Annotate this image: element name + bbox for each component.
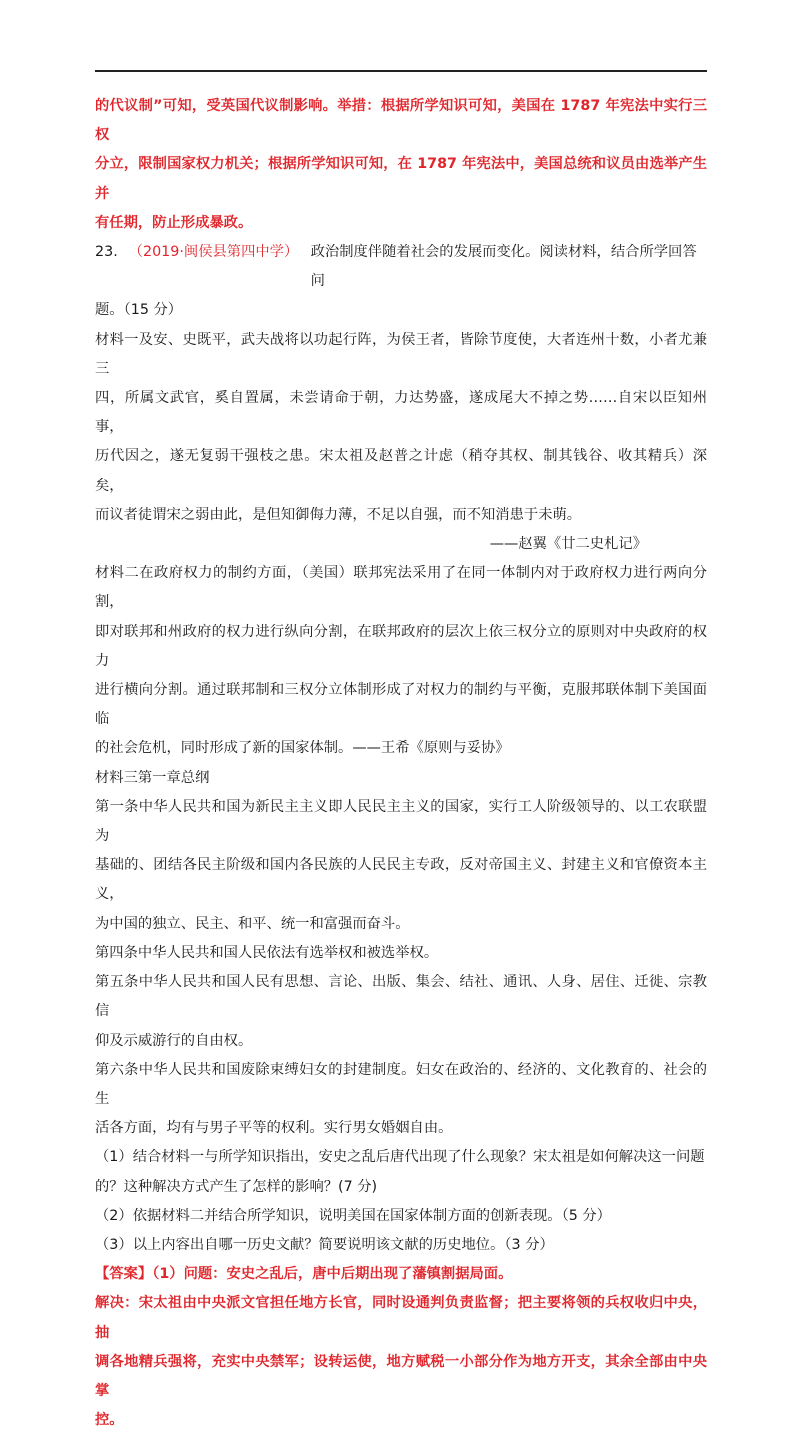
material3-line: 第五条中华人民共和国人民有思想、言论、出版、集会、结社、通讯、人身、居住、迁徙、宗教信 bbox=[95, 974, 707, 1020]
answer-tag: 【答案】 bbox=[95, 1266, 153, 1283]
material3-title: 材料三第一章总纲 bbox=[95, 769, 210, 786]
answer-line: 控。 bbox=[95, 1412, 124, 1429]
material1-line: 历代因之，遂无复弱干强枝之患。宋太祖及赵普之计虑（稍夺其权、制其钱谷、收其精兵）深矣， bbox=[95, 448, 707, 494]
material3-line: 第一条中华人民共和国为新民主主义即人民民主主义的国家，实行工人阶级领导的、以工农联盟为 bbox=[95, 798, 707, 845]
material2-line: 进行横向分割。通过联邦制和三权分立体制形成了对权力的制约与平衡，克服邦联体制下美国面临 bbox=[95, 682, 707, 728]
material1-line: 四，所属文武官，奚自置属，未尝请命于朝，力达势盛，遂成尾大不掉之势……自宋以臣知州事， bbox=[95, 390, 707, 436]
material3-line: 第四条中华人民共和国人民依法有选举权和被选举权。 bbox=[95, 944, 439, 961]
material3-line: 为中国的独立、民主、和平、统一和富强而奋斗。 bbox=[95, 915, 410, 932]
material1-line: 而议者徒谓宋之弱由此，是但知御侮力薄，不足以自强，而不知消患于未萌。 bbox=[95, 506, 582, 523]
question-heading bbox=[95, 238, 707, 296]
material2-line: 的社会危机，同时形成了新的国家体制。——王希《原则与妥协》 bbox=[95, 740, 510, 757]
sub-question: 的？这种解决方式产生了怎样的影响？(7 分) bbox=[95, 1178, 378, 1195]
material2-line: 即对联邦和州政府的权力进行纵向分割，在联邦政府的层次上依三权分立的原则对中央政府的权力 bbox=[95, 623, 707, 669]
top-answer-line: 分立，限制国家权力机关；根据所学知识可知，在 1787 年宪法中，美国总统和议员由选举产生并 bbox=[95, 156, 707, 202]
sub-question: （1）结合材料一与所学知识指出，安史之乱后唐代出现了什么现象？宋太祖是如何解决这一问题 bbox=[95, 1149, 705, 1166]
header-rule bbox=[95, 70, 707, 72]
material1-source: ——赵翼《廿二史札记》 bbox=[489, 536, 647, 553]
question-stem-cont: 题。（15 分） bbox=[95, 302, 183, 319]
question-number: 23. bbox=[95, 244, 118, 261]
sub-question: （3）以上内容出自哪一历史文献？简要说明该文献的历史地位。（3 分） bbox=[95, 1236, 554, 1253]
answer-line: 调各地精兵强将，充实中央禁军；设转运使，地方赋税一小部分作为地方开支，其余全部由中央掌 bbox=[95, 1353, 707, 1399]
material3-line: 第六条中华人民共和国废除束缚妇女的封建制度。妇女在政治的、经济的、文化教育的、社会的生 bbox=[95, 1061, 707, 1107]
answer-first-line bbox=[95, 1260, 707, 1289]
material3-line: 基础的、团结各民主阶级和国内各民族的人民民主专政，反对帝国主义、封建主义和官僚资本主义， bbox=[95, 857, 707, 903]
material3-line: 活各方面，均有与男子平等的权利。实行男女婚姻自由。 bbox=[95, 1120, 453, 1137]
document-body bbox=[95, 92, 707, 1435]
answer-line1: （1）问题：安史之乱后，唐中后期出现了藩镇割据局面。 bbox=[152, 1266, 513, 1283]
top-answer-line: 有任期，防止形成暴政。 bbox=[95, 214, 253, 231]
question-source: （2019·闽侯县第四中学） bbox=[128, 244, 299, 261]
top-answer-line: 的代议制”可知，受英国代议制影响。举措：根据所学知识可知，美国在 1787 年宪法中实行三权 bbox=[95, 98, 707, 144]
material2-line: 材料二在政府权力的制约方面，（美国）联邦宪法采用了在同一体制内对于政府权力进行两向分割， bbox=[95, 565, 707, 611]
material1-line: 材料一及安、史既平，武夫战将以功起行阵，为侯王者，皆除节度使，大者连州十数，小者尤兼三 bbox=[95, 331, 707, 377]
sub-question: （2）依据材料二并结合所学知识，说明美国在国家体制方面的创新表现。（5 分） bbox=[95, 1207, 611, 1224]
material3-line: 仰及示威游行的自由权。 bbox=[95, 1032, 253, 1049]
question-stem: 政治制度伴随着社会的发展而变化。阅读材料，结合所学回答问 bbox=[310, 244, 697, 290]
answer-line: 解决：宋太祖由中央派文官担任地方长官，同时设通判负责监督；把主要将领的兵权收归中央，抽 bbox=[95, 1295, 707, 1341]
